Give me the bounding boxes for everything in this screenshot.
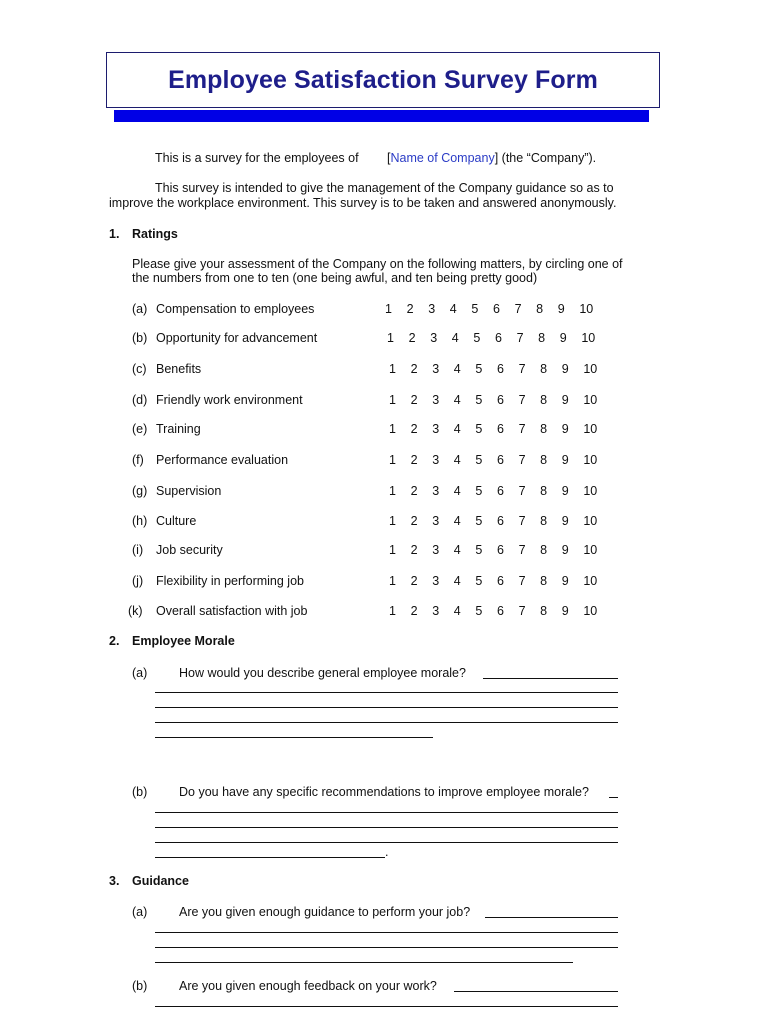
rating-option-10[interactable]: 10 [583, 393, 598, 407]
rating-option-6[interactable]: 6 [496, 604, 504, 618]
rating-option-4[interactable]: 4 [453, 604, 461, 618]
section1-number: 1. [109, 227, 120, 241]
rating-option-8[interactable]: 8 [540, 543, 548, 557]
rating-option-2[interactable]: 2 [410, 514, 418, 528]
rating-item-label: Training [156, 422, 201, 436]
rating-scale [389, 514, 603, 528]
rating-option-8[interactable]: 8 [540, 514, 548, 528]
rating-option-8[interactable]: 8 [540, 422, 548, 436]
rating-option-1[interactable]: 1 [389, 453, 396, 467]
rating-option-6[interactable]: 6 [496, 484, 504, 498]
guidance-a-answer-line[interactable] [155, 947, 618, 948]
rating-option-6[interactable]: 6 [496, 543, 504, 557]
rating-option-5[interactable]: 5 [471, 302, 479, 316]
rating-option-7[interactable]: 7 [518, 362, 526, 376]
rating-item-letter: (b) [132, 331, 148, 345]
rating-option-10[interactable]: 10 [583, 604, 598, 618]
section1-instruction-line2: the numbers from one to ten (one being awful, and ten being pretty good) [132, 271, 538, 285]
morale-q-a-letter: (a) [132, 666, 148, 680]
intro-line1-suffix: (the “Company”). [501, 151, 597, 165]
rating-option-4[interactable]: 4 [453, 484, 461, 498]
rating-option-4[interactable]: 4 [449, 302, 457, 316]
rating-option-4[interactable]: 4 [453, 543, 461, 557]
rating-item-letter: (i) [132, 543, 144, 557]
rating-item-letter: (g) [132, 484, 148, 498]
morale-b-end-period: . [385, 845, 389, 859]
section2-number: 2. [109, 634, 120, 648]
guidance-a-answer-line[interactable] [155, 932, 618, 933]
rating-option-5[interactable]: 5 [475, 393, 483, 407]
rating-item-letter: (e) [132, 422, 148, 436]
morale-q-a-text: How would you describe general employee morale? [179, 666, 466, 680]
rating-option-2[interactable]: 2 [410, 393, 418, 407]
section3-heading: Guidance [132, 874, 189, 888]
rating-option-10[interactable]: 10 [583, 574, 598, 588]
rating-option-8[interactable]: 8 [540, 604, 548, 618]
rating-option-8[interactable]: 8 [540, 453, 548, 467]
intro-line1-prefix: This is a survey for the employees of [155, 151, 359, 165]
rating-option-9[interactable]: 9 [561, 604, 569, 618]
rating-option-7[interactable]: 7 [516, 331, 524, 345]
rating-option-7[interactable]: 7 [518, 453, 526, 467]
rating-item-label: Culture [156, 514, 197, 528]
rating-option-1[interactable]: 1 [385, 302, 392, 316]
rating-item-letter: (h) [132, 514, 148, 528]
rating-option-5[interactable]: 5 [475, 484, 483, 498]
rating-option-2[interactable]: 2 [406, 302, 414, 316]
section3-number: 3. [109, 874, 120, 888]
rating-scale [389, 543, 603, 557]
rating-option-3[interactable]: 3 [432, 484, 440, 498]
rating-item-label: Flexibility in performing job [156, 574, 304, 588]
rating-option-10[interactable]: 10 [583, 484, 598, 498]
rating-option-3[interactable]: 3 [428, 302, 436, 316]
rating-item-letter: (d) [132, 393, 148, 407]
rating-option-9[interactable]: 9 [561, 393, 569, 407]
rating-option-4[interactable]: 4 [453, 422, 461, 436]
rating-option-8[interactable]: 8 [538, 331, 546, 345]
rating-option-2[interactable]: 2 [410, 362, 418, 376]
rating-option-9[interactable]: 9 [561, 362, 569, 376]
rating-option-3[interactable]: 3 [432, 604, 440, 618]
section1-instruction-line1: Please give your assessment of the Company on the following matters, by circling one of [132, 257, 623, 271]
rating-option-3[interactable]: 3 [432, 453, 440, 467]
rating-option-1[interactable]: 1 [389, 543, 396, 557]
rating-option-2[interactable]: 2 [410, 604, 418, 618]
rating-scale [389, 362, 603, 376]
rating-scale [385, 302, 599, 316]
rating-scale [389, 484, 603, 498]
rating-option-6[interactable]: 6 [496, 362, 504, 376]
rating-option-2[interactable]: 2 [410, 543, 418, 557]
intro-para2-line1: This survey is intended to give the management of the Company guidance so as to [155, 181, 614, 195]
morale-q-b-letter: (b) [132, 785, 148, 799]
rating-option-5[interactable]: 5 [473, 331, 481, 345]
rating-option-8[interactable]: 8 [540, 484, 548, 498]
rating-option-10[interactable]: 10 [583, 362, 598, 376]
rating-option-7[interactable]: 7 [518, 422, 526, 436]
guidance-q-a-letter: (a) [132, 905, 148, 919]
rating-option-4[interactable]: 4 [453, 362, 461, 376]
rating-item-letter: (c) [132, 362, 147, 376]
rating-option-5[interactable]: 5 [475, 543, 483, 557]
rating-option-6[interactable]: 6 [496, 393, 504, 407]
rating-option-5[interactable]: 5 [475, 574, 483, 588]
rating-option-7[interactable]: 7 [518, 514, 526, 528]
rating-option-8[interactable]: 8 [540, 362, 548, 376]
rating-item-label: Performance evaluation [156, 453, 289, 467]
rating-option-1[interactable]: 1 [389, 574, 396, 588]
rating-option-9[interactable]: 9 [561, 514, 569, 528]
rating-option-6[interactable]: 6 [494, 331, 502, 345]
rating-option-1[interactable]: 1 [389, 484, 396, 498]
company-name-field[interactable]: [Name of Company] (the “Company”). [387, 151, 597, 165]
rating-option-2[interactable]: 2 [410, 453, 418, 467]
rating-option-7[interactable]: 7 [518, 574, 526, 588]
rating-item-label: Friendly work environment [156, 393, 303, 407]
rating-option-8[interactable]: 8 [536, 302, 544, 316]
rating-scale [389, 393, 603, 407]
guidance-b-answer-line[interactable] [454, 991, 618, 992]
rating-option-10[interactable]: 10 [581, 331, 596, 345]
guidance-q-a-text: Are you given enough guidance to perform your job? [179, 905, 471, 919]
rating-item-letter: (a) [132, 302, 148, 316]
rating-scale [387, 331, 601, 345]
morale-b-answer-line[interactable] [155, 857, 385, 858]
morale-b-answer-line[interactable] [609, 797, 618, 798]
rating-option-3[interactable]: 3 [432, 514, 440, 528]
morale-a-answer-line[interactable] [155, 692, 618, 693]
rating-item-letter: (j) [132, 574, 144, 588]
rating-option-9[interactable]: 9 [561, 543, 569, 557]
rating-option-4[interactable]: 4 [453, 574, 461, 588]
rating-option-9[interactable]: 9 [559, 331, 567, 345]
rating-item-label: Overall satisfaction with job [156, 604, 308, 618]
rating-option-7[interactable]: 7 [518, 393, 526, 407]
guidance-a-answer-line[interactable] [155, 962, 573, 963]
rating-item-label: Opportunity for advancement [156, 331, 318, 345]
rating-option-7[interactable]: 7 [518, 484, 526, 498]
rating-option-8[interactable]: 8 [540, 574, 548, 588]
rating-item-label: Supervision [156, 484, 222, 498]
rating-option-4[interactable]: 4 [451, 331, 459, 345]
rating-option-10[interactable]: 10 [583, 422, 598, 436]
rating-option-3[interactable]: 3 [430, 331, 438, 345]
rating-option-8[interactable]: 8 [540, 393, 548, 407]
rating-option-1[interactable]: 1 [387, 331, 394, 345]
rating-option-10[interactable]: 10 [579, 302, 594, 316]
rating-option-6[interactable]: 6 [496, 574, 504, 588]
rating-option-9[interactable]: 9 [561, 484, 569, 498]
rating-option-1[interactable]: 1 [389, 422, 396, 436]
rating-scale [389, 574, 603, 588]
rating-option-1[interactable]: 1 [389, 514, 396, 528]
morale-b-answer-line[interactable] [155, 842, 618, 843]
rating-option-7[interactable]: 7 [518, 543, 526, 557]
rating-option-10[interactable]: 10 [583, 543, 598, 557]
rating-option-3[interactable]: 3 [432, 543, 440, 557]
rating-option-5[interactable]: 5 [475, 422, 483, 436]
rating-option-4[interactable]: 4 [453, 393, 461, 407]
rating-option-5[interactable]: 5 [475, 362, 483, 376]
rating-option-5[interactable]: 5 [475, 604, 483, 618]
rating-option-1[interactable]: 1 [389, 604, 396, 618]
rating-option-6[interactable]: 6 [496, 514, 504, 528]
title-box [106, 52, 660, 108]
rating-option-10[interactable]: 10 [583, 514, 598, 528]
rating-item-label: Job security [156, 543, 223, 557]
company-name-placeholder: Name of Company [390, 151, 495, 165]
morale-a-answer-line[interactable] [155, 722, 618, 723]
rating-option-9[interactable]: 9 [557, 302, 565, 316]
morale-b-answer-line[interactable] [155, 827, 618, 828]
rating-option-5[interactable]: 5 [475, 453, 483, 467]
guidance-q-b-letter: (b) [132, 979, 148, 993]
rating-item-label: Compensation to employees [156, 302, 315, 316]
rating-option-3[interactable]: 3 [432, 422, 440, 436]
rating-option-3[interactable]: 3 [432, 574, 440, 588]
rating-option-2[interactable]: 2 [408, 331, 416, 345]
morale-q-b-text: Do you have any specific recommendations to improve employee morale? [179, 785, 589, 799]
rating-scale [389, 453, 603, 467]
guidance-q-b-text: Are you given enough feedback on your work? [179, 979, 437, 993]
rating-item-label: Benefits [156, 362, 202, 376]
rating-option-2[interactable]: 2 [410, 574, 418, 588]
intro-para2-line2: improve the workplace environment. This survey is to be taken and answered anonymously. [109, 196, 617, 210]
rating-option-9[interactable]: 9 [561, 453, 569, 467]
rating-option-9[interactable]: 9 [561, 574, 569, 588]
rating-item-letter: (k) [128, 604, 143, 618]
rating-option-2[interactable]: 2 [410, 484, 418, 498]
guidance-b-answer-line[interactable] [155, 1006, 618, 1007]
rating-option-6[interactable]: 6 [496, 453, 504, 467]
rating-option-7[interactable]: 7 [514, 302, 522, 316]
rating-option-4[interactable]: 4 [453, 514, 461, 528]
page-title: Employee Satisfaction Survey Form [168, 65, 598, 94]
rating-option-1[interactable]: 1 [389, 362, 396, 376]
rating-option-4[interactable]: 4 [453, 453, 461, 467]
rating-option-6[interactable]: 6 [492, 302, 500, 316]
morale-a-answer-line[interactable] [483, 678, 618, 679]
morale-b-answer-line[interactable] [155, 812, 618, 813]
morale-a-answer-line[interactable] [155, 737, 433, 738]
rating-option-6[interactable]: 6 [496, 422, 504, 436]
rating-option-1[interactable]: 1 [389, 393, 396, 407]
rating-item-letter: (f) [132, 453, 144, 467]
rating-option-10[interactable]: 10 [583, 453, 598, 467]
rating-option-5[interactable]: 5 [475, 514, 483, 528]
guidance-a-answer-line[interactable] [485, 917, 618, 918]
title-underline-bar [114, 110, 649, 122]
morale-a-answer-line[interactable] [155, 707, 618, 708]
rating-scale [389, 422, 603, 436]
rating-option-3[interactable]: 3 [432, 362, 440, 376]
section2-heading: Employee Morale [132, 634, 235, 648]
rating-option-2[interactable]: 2 [410, 422, 418, 436]
rating-option-7[interactable]: 7 [518, 604, 526, 618]
rating-scale [389, 604, 603, 618]
section1-heading: Ratings [132, 227, 178, 241]
rating-option-9[interactable]: 9 [561, 422, 569, 436]
rating-option-3[interactable]: 3 [432, 393, 440, 407]
